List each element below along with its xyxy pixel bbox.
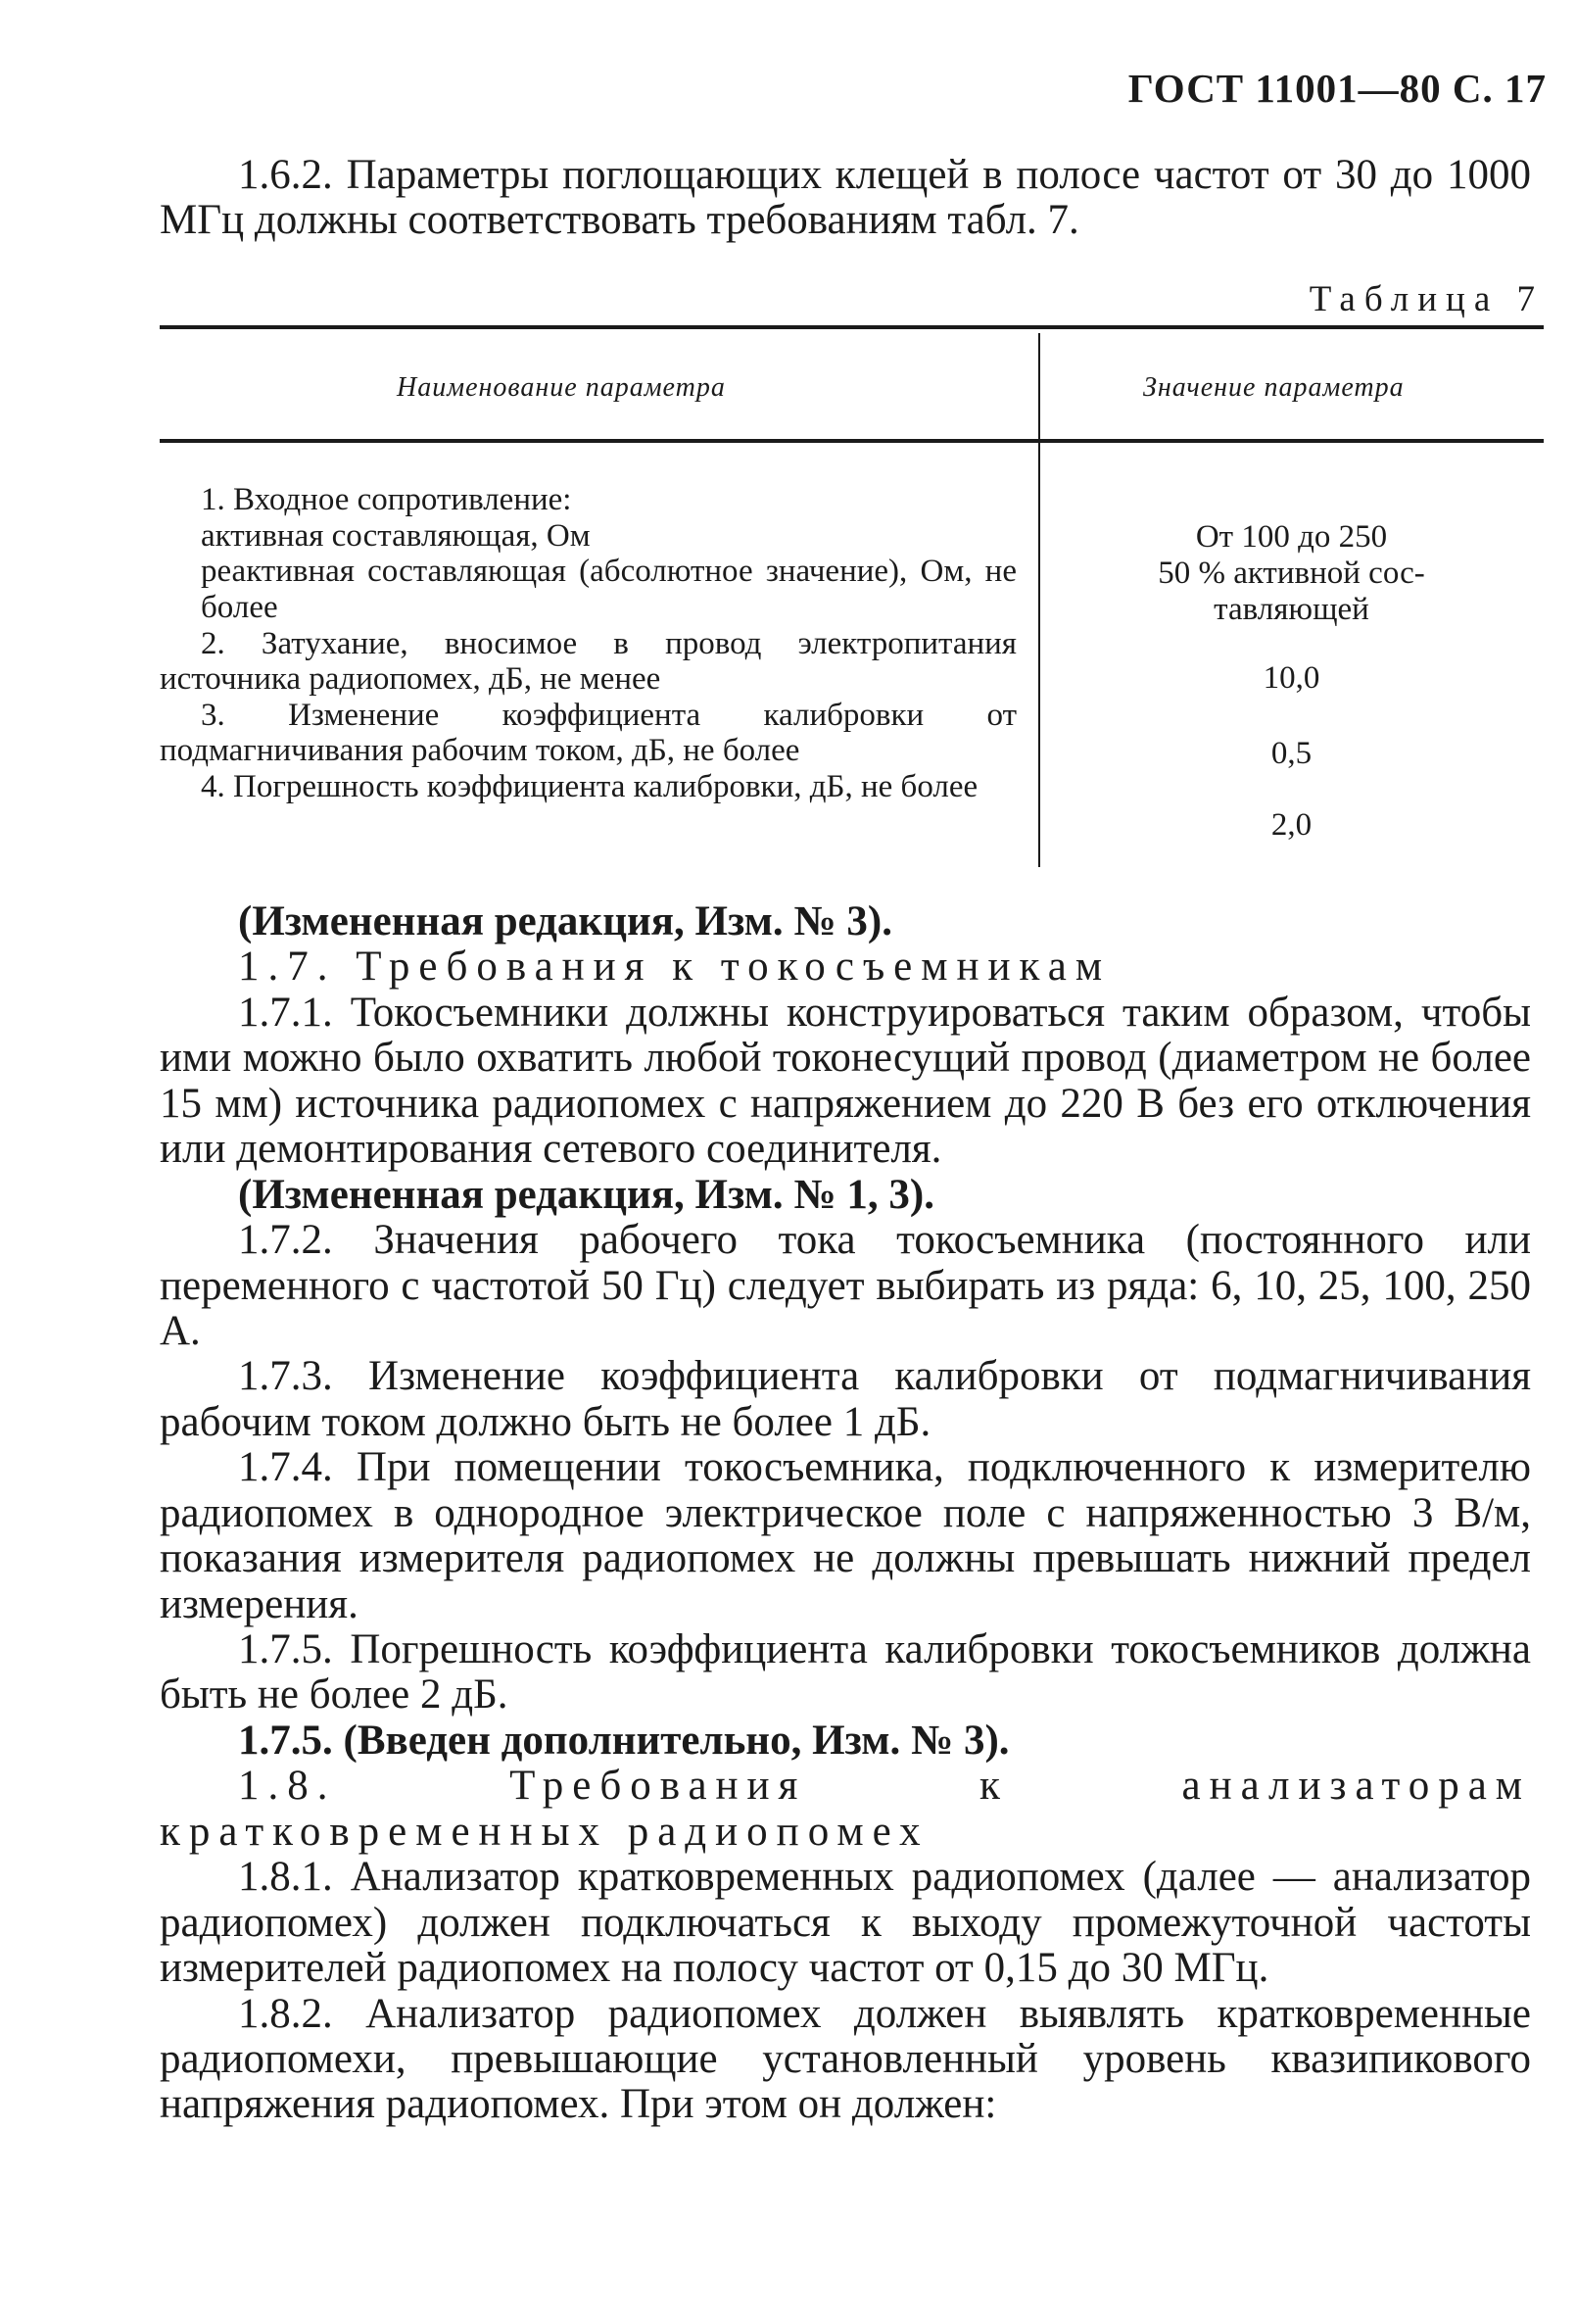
param-row-1-title: 1. Входное сопротивление: — [201, 482, 572, 517]
column-header-parameter: Наименование параметра — [397, 372, 726, 403]
amendment-note-2: (Измененная редакция, Изм. № 1, 3). — [238, 1171, 934, 1218]
parameters-table — [160, 325, 1544, 874]
value-row-1b-line2: тавляющей — [1214, 592, 1369, 627]
clause-1-7-5: 1.7.5. Погрешность коэффициента калибровки токосъемников должна быть не более 2 дБ. — [160, 1626, 1531, 1719]
value-row-4: 2,0 — [1270, 807, 1313, 843]
table-header-rule — [160, 439, 1544, 443]
table-top-rule — [160, 325, 1544, 329]
clause-1-7-2: 1.7.2. Значения рабочего тока токосъемника (постоянного или переменного с частотой 50 Гц) следует выбирать из ряда: 6, 10, 25, 100, 250 А. — [160, 1217, 1531, 1354]
param-row-1b: реактивная составляющая (абсолютное значение), Ом, не более — [201, 554, 1017, 625]
clause-1-7-3: 1.7.3. Изменение коэффициента калибровки от подмагничивания рабочим током должно быть не более 1 дБ. — [160, 1353, 1531, 1445]
param-row-1a: активная составляющая, Ом — [201, 517, 591, 554]
amendment-note-3: 1.7.5. (Введен дополнительно, Изм. № 3). — [238, 1717, 1010, 1764]
value-row-1a: От 100 до 250 — [1195, 519, 1388, 555]
intro-paragraph: 1.6.2. Параметры поглощающих клещей в полосе частот от 30 до 1000 МГц должны соответствовать требованиям табл. 7. — [160, 152, 1531, 244]
table-title: Таблица 7 — [1309, 279, 1544, 319]
param-row-4: 4. Погрешность коэффициента калибровки, дБ, не более — [201, 769, 979, 804]
clause-1-8-2: 1.8.2. Анализатор радиопомех должен выявлять кратковременные радиопомехи, превышающие установленный уровень квазипикового напряжения радиопомех. При этом он должен: — [160, 1990, 1531, 2128]
value-row-3: 0,5 — [1270, 736, 1313, 771]
param-row-2: 2. Затухание, вносимое в провод электропитания источника радиопомех, дБ, не менее — [160, 625, 1017, 698]
intro-block — [160, 153, 1531, 244]
column-header-value: Значение параметра — [1143, 372, 1405, 403]
section-heading-1-8: 1.8. Требования к анализаторам кратковременных радиопомех — [160, 1763, 1531, 1855]
value-row-1b-line1: 50 % активной сос- — [1158, 556, 1425, 591]
clause-1-7-1: 1.7.1. Токосъемники должны конструироваться таким образом, чтобы ими можно было охватить любой токонесущий провод (диаметром не более 15 мм) источника радиопомех с напряжением до 220 В без его отключения или демонтирования сетевого соединителя. — [160, 989, 1531, 1173]
section-heading-1-7: 1.7. Требования к токосъемникам — [238, 944, 1112, 991]
param-row-3: 3. Изменение коэффициента калибровки от подмагничивания рабочим током, дБ, не более — [160, 697, 1017, 769]
clause-1-7-4: 1.7.4. При помещении токосъемника, подключенного к измерителю радиопомех в однородное электрическое поле с напряженностью 3 В/м, показания измерителя радиопомех не должны превышать нижний предел измерения. — [160, 1444, 1531, 1627]
parameter-list — [160, 482, 1017, 805]
clause-1-8-1: 1.8.1. Анализатор кратковременных радиопомех (далее — анализатор радиопомех) должен подключаться к выходу промежуточной частоты измерителей радиопомех на полосу частот от 0,15 до 30 МГц. — [160, 1854, 1531, 1992]
amendment-note-1: (Измененная редакция, Изм. № 3). — [238, 898, 892, 944]
body-text — [160, 899, 1531, 2128]
value-row-2: 10,0 — [1263, 660, 1320, 696]
page-header: ГОСТ 11001—80 С. 17 — [1127, 66, 1547, 111]
